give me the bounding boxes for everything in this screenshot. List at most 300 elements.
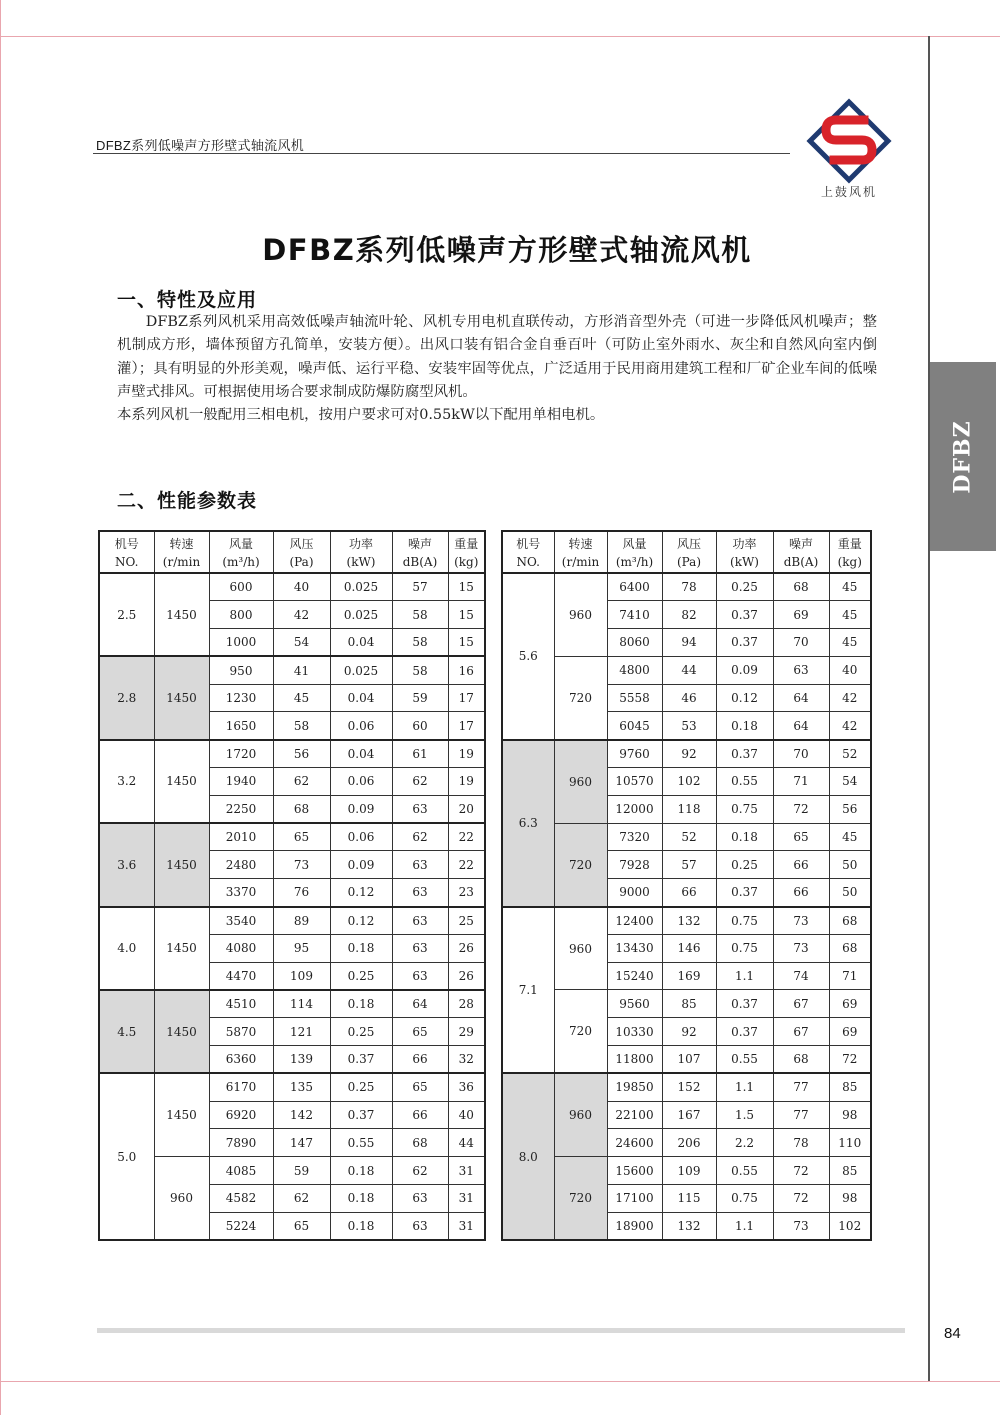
speed-cell: 960 [554,740,607,823]
trim-mark-bottom [0,1381,1000,1382]
value-cell: 68 [273,795,330,823]
machine-number-cell: 8.0 [502,1073,554,1240]
value-cell: 44 [448,1129,485,1157]
value-cell: 6400 [607,573,662,601]
value-cell: 98 [829,1185,871,1213]
table-row [99,990,485,1018]
value-cell: 54 [829,768,871,796]
value-cell: 94 [662,629,716,657]
table-header-row [99,531,485,573]
column-header: 噪声 dB(A) [392,531,448,573]
value-cell: 167 [662,1101,716,1129]
value-cell: 53 [662,712,716,740]
value-cell: 6170 [209,1073,273,1101]
value-cell: 31 [448,1157,485,1185]
speed-cell: 720 [554,656,607,739]
value-cell: 4510 [209,990,273,1018]
value-cell: 71 [829,962,871,990]
value-cell: 1650 [209,712,273,740]
speed-cell: 1450 [154,656,209,739]
value-cell: 147 [273,1129,330,1157]
value-cell: 0.55 [716,1046,773,1074]
value-cell: 19850 [607,1073,662,1101]
value-cell: 102 [829,1212,871,1240]
value-cell: 73 [773,907,829,935]
value-cell: 66 [773,851,829,879]
speed-cell: 1450 [154,990,209,1073]
table-row [502,656,871,684]
value-cell: 0.12 [716,684,773,712]
value-cell: 109 [662,1157,716,1185]
section-heading-performance: 二、性能参数表 [117,490,258,512]
table-row [99,656,485,684]
value-cell: 42 [273,601,330,629]
value-cell: 20 [448,795,485,823]
value-cell: 85 [829,1157,871,1185]
value-cell: 0.25 [330,1073,392,1101]
value-cell: 65 [273,1212,330,1240]
value-cell: 29 [448,1018,485,1046]
value-cell: 4470 [209,962,273,990]
value-cell: 85 [829,1073,871,1101]
value-cell: 800 [209,601,273,629]
value-cell: 62 [273,768,330,796]
value-cell: 25 [448,907,485,935]
value-cell: 6045 [607,712,662,740]
trim-mark-top [0,36,1000,37]
table-row [99,823,485,851]
value-cell: 82 [662,601,716,629]
value-cell: 6920 [209,1101,273,1129]
table-row [502,823,871,851]
value-cell: 10570 [607,768,662,796]
speed-cell: 960 [154,1157,209,1240]
table-row [99,740,485,768]
value-cell: 54 [273,629,330,657]
value-cell: 65 [392,1073,448,1101]
value-cell: 65 [392,1018,448,1046]
value-cell: 66 [662,879,716,907]
value-cell: 8060 [607,629,662,657]
value-cell: 62 [392,823,448,851]
value-cell: 0.025 [330,573,392,601]
value-cell: 36 [448,1073,485,1101]
column-header: 功率 (kW) [716,531,773,573]
value-cell: 107 [662,1046,716,1074]
value-cell: 26 [448,962,485,990]
machine-number-cell: 2.5 [99,573,154,656]
value-cell: 66 [392,1101,448,1129]
value-cell: 114 [273,990,330,1018]
page-number: 84 [944,1325,961,1342]
performance-table-left [98,530,486,1241]
value-cell: 7320 [607,823,662,851]
value-cell: 65 [273,823,330,851]
value-cell: 18900 [607,1212,662,1240]
value-cell: 0.18 [330,1212,392,1240]
machine-number-cell: 5.6 [502,573,554,740]
value-cell: 0.025 [330,601,392,629]
value-cell: 5224 [209,1212,273,1240]
table-row [502,990,871,1018]
column-header: 风量 (m³/h) [607,531,662,573]
value-cell: 115 [662,1185,716,1213]
page-title: DFBZ系列低噪声方形壁式轴流风机 [262,233,752,267]
value-cell: 7410 [607,601,662,629]
value-cell: 0.37 [716,629,773,657]
value-cell: 61 [392,740,448,768]
value-cell: 0.04 [330,740,392,768]
value-cell: 152 [662,1073,716,1101]
value-cell: 57 [392,573,448,601]
value-cell: 65 [773,823,829,851]
value-cell: 40 [829,656,871,684]
value-cell: 63 [392,934,448,962]
value-cell: 92 [662,1018,716,1046]
value-cell: 45 [829,601,871,629]
value-cell: 0.18 [330,1185,392,1213]
speed-cell: 1450 [154,740,209,823]
value-cell: 142 [273,1101,330,1129]
value-cell: 12400 [607,907,662,935]
value-cell: 2250 [209,795,273,823]
value-cell: 7928 [607,851,662,879]
value-cell: 102 [662,768,716,796]
value-cell: 13430 [607,934,662,962]
speed-cell: 1450 [154,573,209,656]
value-cell: 41 [273,656,330,684]
speed-cell: 1450 [154,1073,209,1156]
table-row [99,573,485,601]
value-cell: 69 [829,990,871,1018]
intro-text [117,311,877,427]
value-cell: 1230 [209,684,273,712]
value-cell: 0.55 [716,1157,773,1185]
value-cell: 78 [773,1129,829,1157]
value-cell: 146 [662,934,716,962]
column-header: 风压 (Pa) [273,531,330,573]
value-cell: 42 [829,712,871,740]
value-cell: 24600 [607,1129,662,1157]
value-cell: 68 [773,1046,829,1074]
value-cell: 9000 [607,879,662,907]
value-cell: 139 [273,1046,330,1074]
value-cell: 62 [273,1185,330,1213]
value-cell: 42 [829,684,871,712]
value-cell: 15 [448,573,485,601]
table-row [502,1157,871,1185]
value-cell: 26 [448,934,485,962]
value-cell: 58 [392,601,448,629]
table-row [99,1157,485,1185]
value-cell: 4582 [209,1185,273,1213]
value-cell: 600 [209,573,273,601]
value-cell: 15 [448,629,485,657]
value-cell: 72 [829,1046,871,1074]
value-cell: 1.1 [716,1212,773,1240]
company-logo-icon [806,98,892,184]
column-header: 重量 (kg) [448,531,485,573]
table-row [99,907,485,935]
value-cell: 15600 [607,1157,662,1185]
value-cell: 59 [273,1157,330,1185]
value-cell: 0.09 [330,851,392,879]
table-row [502,1073,871,1101]
value-cell: 9760 [607,740,662,768]
value-cell: 23 [448,879,485,907]
column-header: 风压 (Pa) [662,531,716,573]
value-cell: 0.37 [716,601,773,629]
speed-cell: 960 [554,907,607,990]
value-cell: 68 [829,934,871,962]
value-cell: 63 [773,656,829,684]
value-cell: 64 [773,684,829,712]
value-cell: 31 [448,1212,485,1240]
value-cell: 16 [448,656,485,684]
value-cell: 0.75 [716,934,773,962]
value-cell: 0.75 [716,1185,773,1213]
speed-cell: 1450 [154,907,209,990]
value-cell: 50 [829,879,871,907]
value-cell: 72 [773,1185,829,1213]
intro-paragraph-2: 本系列风机一般配用三相电机，按用户要求可对0.55kW以下配用单相电机。 [117,407,605,424]
value-cell: 0.025 [330,656,392,684]
value-cell: 32 [448,1046,485,1074]
running-head: DFBZ系列低噪声方形壁式轴流风机 [96,138,305,153]
column-header: 转速 (r/min [154,531,209,573]
machine-number-cell: 3.2 [99,740,154,823]
value-cell: 68 [392,1129,448,1157]
value-cell: 40 [273,573,330,601]
value-cell: 0.37 [716,879,773,907]
value-cell: 0.18 [716,712,773,740]
value-cell: 17100 [607,1185,662,1213]
side-tab [930,362,996,551]
side-tab-label: DFBZ [950,419,977,494]
value-cell: 72 [773,1157,829,1185]
value-cell: 69 [773,601,829,629]
table-row [502,740,871,768]
footer-rule [97,1328,905,1333]
table-row [99,1073,485,1101]
value-cell: 0.04 [330,629,392,657]
speed-cell: 1450 [154,823,209,906]
value-cell: 57 [662,851,716,879]
value-cell: 0.55 [716,768,773,796]
value-cell: 70 [773,740,829,768]
value-cell: 22 [448,823,485,851]
trim-mark-left [0,0,1,1415]
value-cell: 44 [662,656,716,684]
value-cell: 12000 [607,795,662,823]
value-cell: 1.1 [716,1073,773,1101]
value-cell: 89 [273,907,330,935]
value-cell: 9560 [607,990,662,1018]
value-cell: 0.37 [716,990,773,1018]
value-cell: 0.25 [716,573,773,601]
value-cell: 0.75 [716,907,773,935]
value-cell: 98 [829,1101,871,1129]
value-cell: 68 [829,907,871,935]
value-cell: 64 [773,712,829,740]
logo-text: 上鼓风机 [820,185,877,199]
value-cell: 67 [773,1018,829,1046]
value-cell: 62 [392,1157,448,1185]
value-cell: 118 [662,795,716,823]
value-cell: 66 [392,1046,448,1074]
value-cell: 56 [273,740,330,768]
value-cell: 68 [773,573,829,601]
machine-number-cell: 7.1 [502,907,554,1074]
value-cell: 0.37 [716,740,773,768]
value-cell: 50 [829,851,871,879]
speed-cell: 960 [554,1073,607,1156]
column-header: 噪声 dB(A) [773,531,829,573]
machine-number-cell: 5.0 [99,1073,154,1240]
value-cell: 40 [448,1101,485,1129]
value-cell: 63 [392,962,448,990]
value-cell: 92 [662,740,716,768]
value-cell: 6360 [209,1046,273,1074]
value-cell: 2010 [209,823,273,851]
value-cell: 1.1 [716,962,773,990]
value-cell: 0.25 [330,962,392,990]
value-cell: 5870 [209,1018,273,1046]
value-cell: 52 [829,740,871,768]
value-cell: 46 [662,684,716,712]
value-cell: 45 [829,573,871,601]
value-cell: 2.2 [716,1129,773,1157]
page-edge-line [928,36,930,1381]
intro-paragraph-1: DFBZ系列风机采用高效低噪声轴流叶轮、风机专用电机直联传动，方形消音型外壳（可进一步降低风机噪声；整机制成方形，墙体预留方孔简单，安装方便）。出风口装有铝合金自垂百叶（可防止室外雨水、灰尘和自然风向室内倒灌）；具有明显的外形美观，噪声低、运行平稳、安装牢固等优点，广泛适用于民用商用建筑工程和厂矿企业车间的低噪声壁式排风。可根据使用场合要求制成防爆防腐型风机。 [117,314,877,400]
value-cell: 0.25 [716,851,773,879]
column-header: 功率 (kW) [330,531,392,573]
value-cell: 0.18 [330,934,392,962]
machine-number-cell: 3.6 [99,823,154,906]
value-cell: 0.18 [330,990,392,1018]
value-cell: 71 [773,768,829,796]
value-cell: 3540 [209,907,273,935]
value-cell: 70 [773,629,829,657]
value-cell: 15240 [607,962,662,990]
value-cell: 19 [448,768,485,796]
value-cell: 0.06 [330,712,392,740]
machine-number-cell: 2.8 [99,656,154,739]
value-cell: 10330 [607,1018,662,1046]
value-cell: 206 [662,1129,716,1157]
performance-table-right [501,530,872,1241]
value-cell: 7890 [209,1129,273,1157]
value-cell: 4080 [209,934,273,962]
value-cell: 17 [448,684,485,712]
value-cell: 76 [273,879,330,907]
value-cell: 73 [773,1212,829,1240]
value-cell: 58 [273,712,330,740]
value-cell: 62 [392,768,448,796]
value-cell: 22 [448,851,485,879]
value-cell: 0.18 [716,823,773,851]
value-cell: 950 [209,656,273,684]
value-cell: 121 [273,1018,330,1046]
value-cell: 63 [392,851,448,879]
value-cell: 63 [392,795,448,823]
value-cell: 4085 [209,1157,273,1185]
value-cell: 0.06 [330,823,392,851]
machine-number-cell: 4.5 [99,990,154,1073]
column-header: 机号 NO. [99,531,154,573]
value-cell: 74 [773,962,829,990]
table-row [502,907,871,935]
value-cell: 0.37 [330,1046,392,1074]
value-cell: 132 [662,907,716,935]
value-cell: 110 [829,1129,871,1157]
value-cell: 77 [773,1101,829,1129]
machine-number-cell: 6.3 [502,740,554,907]
value-cell: 0.37 [330,1101,392,1129]
value-cell: 1.5 [716,1101,773,1129]
value-cell: 0.06 [330,768,392,796]
value-cell: 1940 [209,768,273,796]
value-cell: 0.55 [330,1129,392,1157]
value-cell: 58 [392,629,448,657]
value-cell: 60 [392,712,448,740]
value-cell: 28 [448,990,485,1018]
value-cell: 69 [829,1018,871,1046]
value-cell: 63 [392,1185,448,1213]
value-cell: 0.12 [330,879,392,907]
value-cell: 95 [273,934,330,962]
value-cell: 3370 [209,879,273,907]
value-cell: 67 [773,990,829,1018]
value-cell: 0.25 [330,1018,392,1046]
section-heading-features: 一、特性及应用 [117,289,258,311]
value-cell: 0.09 [330,795,392,823]
value-cell: 0.75 [716,795,773,823]
column-header: 转速 (r/min [554,531,607,573]
value-cell: 0.12 [330,907,392,935]
value-cell: 135 [273,1073,330,1101]
value-cell: 78 [662,573,716,601]
header-rule [93,153,790,154]
machine-number-cell: 4.0 [99,907,154,990]
value-cell: 63 [392,879,448,907]
value-cell: 66 [773,879,829,907]
value-cell: 1000 [209,629,273,657]
column-header: 重量 (kg) [829,531,871,573]
value-cell: 63 [392,1212,448,1240]
value-cell: 59 [392,684,448,712]
value-cell: 109 [273,962,330,990]
column-header: 风量 (m³/h) [209,531,273,573]
value-cell: 63 [392,907,448,935]
value-cell: 72 [773,795,829,823]
table-header-row [502,531,871,573]
value-cell: 56 [829,795,871,823]
speed-cell: 720 [554,990,607,1073]
table-row [502,573,871,601]
value-cell: 0.04 [330,684,392,712]
value-cell: 19 [448,740,485,768]
value-cell: 22100 [607,1101,662,1129]
value-cell: 132 [662,1212,716,1240]
value-cell: 73 [773,934,829,962]
value-cell: 1720 [209,740,273,768]
value-cell: 64 [392,990,448,1018]
speed-cell: 720 [554,823,607,906]
value-cell: 31 [448,1185,485,1213]
value-cell: 45 [273,684,330,712]
value-cell: 5558 [607,684,662,712]
